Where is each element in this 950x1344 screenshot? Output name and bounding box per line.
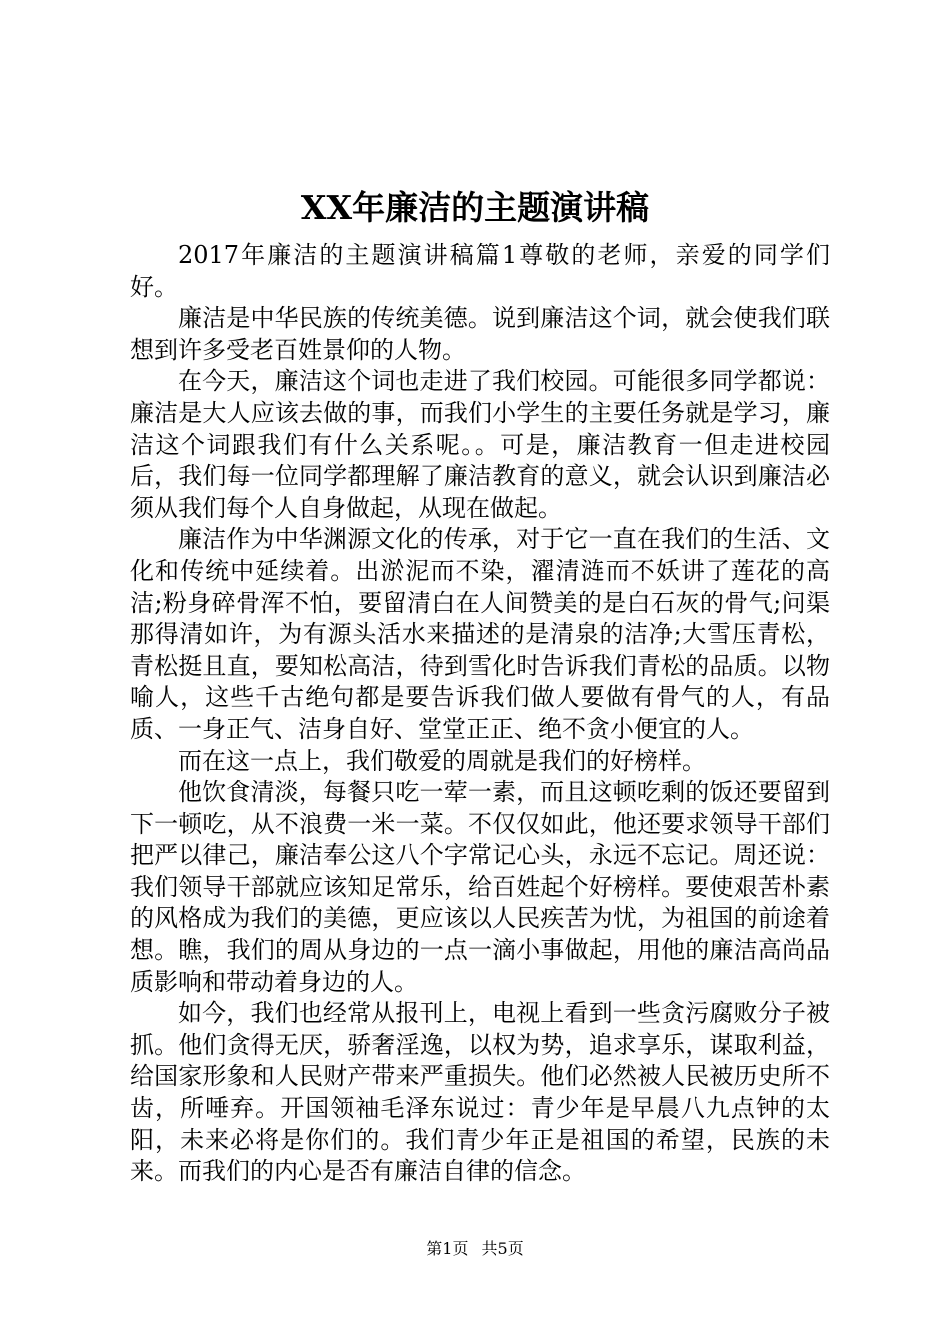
paragraph: 他饮食清淡，每餐只吃一荤一素，而且这顿吃剩的饭还要留到下一顿吃，从不浪费一米一菜。不仅仅如此，他还要求领导干部们把严以律己，廉洁奉公这八个字常记心头，永远不忘记。周还说：我们领导干部就应该知足常乐，给百姓起个好榜样。要使艰苦朴素的风格成为我们的美德，更应该以人民疾苦为忧，为祖国的前途着想。瞧，我们的周从身边的一点一滴小事做起，用他的廉洁高尚品质影响和带动着身边的人。 (130, 778, 830, 996)
document-body (130, 240, 830, 1188)
paragraph: 廉洁是中华民族的传统美德。说到廉洁这个词，就会使我们联想到许多受老百姓景仰的人物。 (130, 304, 830, 364)
paragraph: 如今，我们也经常从报刊上，电视上看到一些贪污腐败分子被抓。他们贪得无厌，骄奢淫逸，以权为势，追求享乐，谋取利益，给国家形象和人民财产带来严重损失。他们必然被人民被历史所不齿，所唾弃。开国领袖毛泽东说过：青少年是早晨八九点钟的太阳，未来必将是你们的。我们青少年正是祖国的希望，民族的未来。而我们的内心是否有廉洁自律的信念。 (130, 999, 830, 1186)
paragraph: 在今天，廉洁这个词也走进了我们校园。可能很多同学都说：廉洁是大人应该去做的事，而我们小学生的主要任务就是学习，廉洁这个词跟我们有什么关系呢。。可是，廉洁教育一但走进校园后，我们每一位同学都理解了廉洁教育的意义，就会认识到廉洁必须从我们每个人自身做起，从现在做起。 (130, 367, 830, 522)
page-total: 共5页 (481, 1239, 524, 1258)
paragraph: 2017年廉洁的主题演讲稿篇1尊敬的老师，亲爱的同学们好。 (130, 241, 830, 301)
document-title: XX年廉洁的主题演讲稿 (300, 188, 650, 227)
page-footer (0, 1238, 950, 1260)
paragraph: 而在这一点上，我们敬爱的周就是我们的好榜样。 (178, 746, 706, 775)
paragraph: 廉洁作为中华渊源文化的传承，对于它一直在我们的生活、文化和传统中延续着。出淤泥而不染，濯清涟而不妖讲了莲花的高洁;粉身碎骨浑不怕，要留清白在人间赞美的是白石灰的骨气;问渠那得清如许，为有源头活水来描述的是清泉的洁净;大雪压青松，青松挺且直，要知松高洁，待到雪化时告诉我们青松的品质。以物喻人，这些千古绝句都是要告诉我们做人要做有骨气的人，有品质、一身正气、洁身自好、堂堂正正、绝不贪小便宜的人。 (130, 525, 830, 743)
page-number: 第1页 (426, 1239, 469, 1258)
